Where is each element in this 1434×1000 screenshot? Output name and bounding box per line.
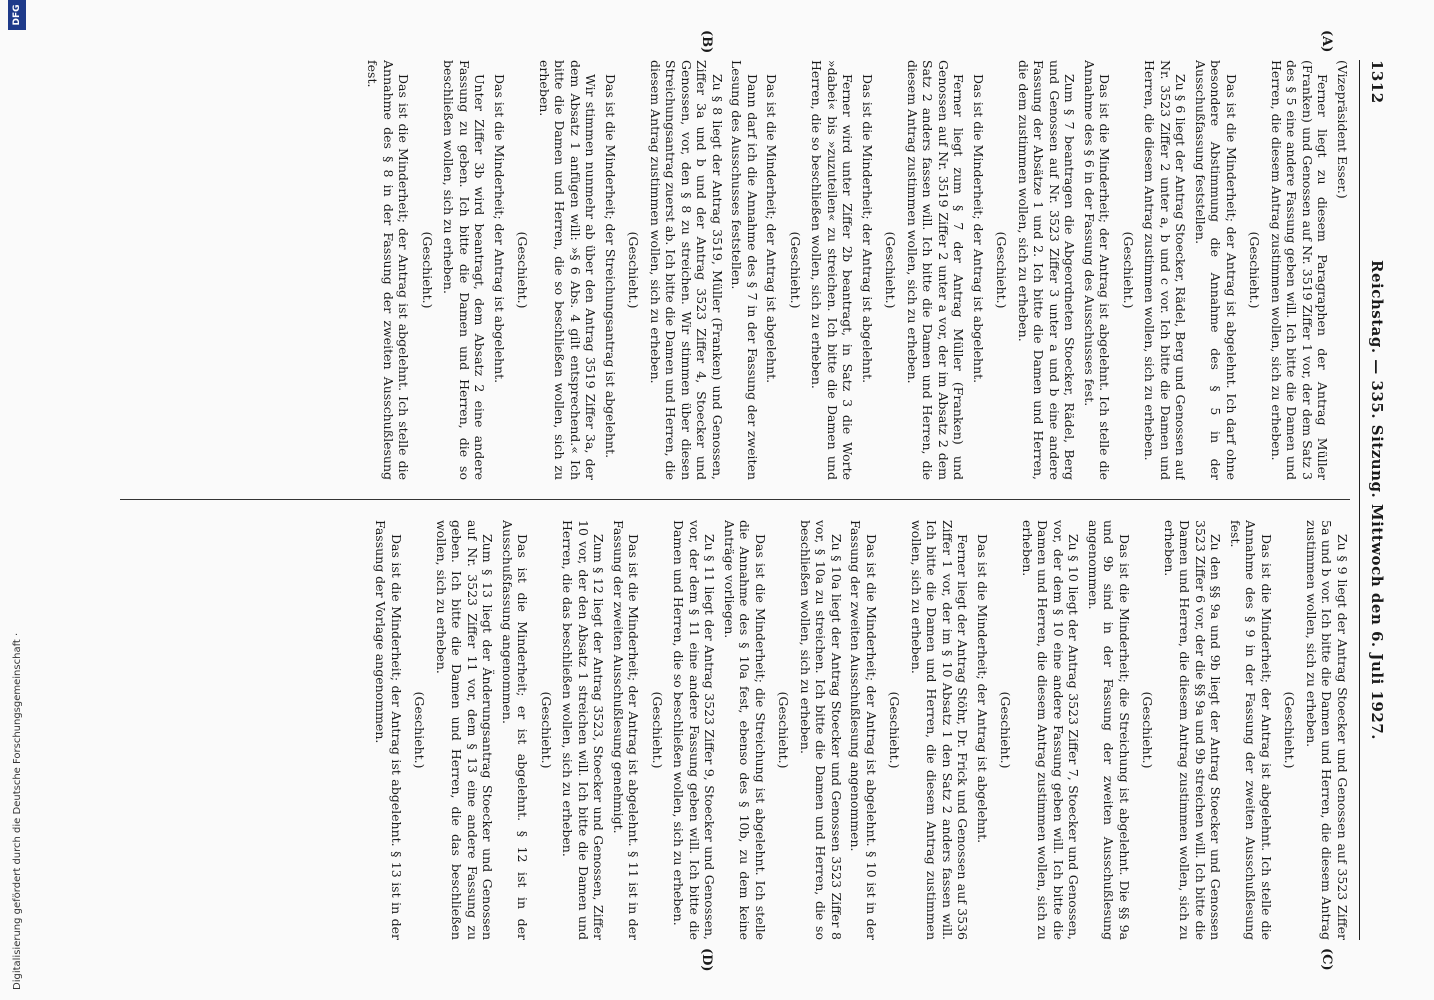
paragraph: Das ist die Minderheit; der Antrag ist abgelehnt. § 13 ist in der Fassung der Vorlage angenommen. xyxy=(373,520,404,940)
right-column xyxy=(120,520,1350,940)
paragraph: Wir stimmen nunmehr ab über den Antrag 3519 Ziffer 3a, der dem Absatz 1 anfügen will: »§ 6 Abs. 4 gilt entsprechend.« Ich bitte die Damen und Herren, die so beschließen wollen, sich zu erheben. xyxy=(537,60,599,480)
margin-mark-d: (D) xyxy=(699,948,714,972)
paragraph: Zu § 8 liegt der Antrag 3519, Müller (Franken) und Genossen, Ziffer 3a und b und der Antrag 3523 Ziffer 4, Stoecker und Genossen, vor, den § 8 zu streichen. Wir stimmen über diesen Streichungsantrag zuerst ab. Ich bitte die Damen und Herren, die diesem Antrag zustimmen wollen, sich zu erheben. xyxy=(648,60,725,480)
stage-direction: (Geschieht.) xyxy=(1140,691,1156,769)
column-divider xyxy=(120,499,1350,500)
paragraph: Zu § 6 liegt der Antrag Stoecker, Rädel, Berg und Genossen auf Nr. 3523 Ziffer 2 unter a, b und c vor. Ich bitte die Damen und Herren, die diesem Antrag zustimmen wollen, sich zu erheben. xyxy=(1142,60,1189,480)
page-number: 1312 xyxy=(1368,60,1386,104)
stage-direction: (Geschieht.) xyxy=(1121,231,1136,309)
paragraph: Das ist die Minderheit; der Antrag ist abgelehnt. Ich stelle die Annahme des § 9 in der Fassung der zweiten Ausschußlesung fest. xyxy=(1228,520,1274,940)
paragraph: Zu § 9 liegt der Antrag Stoecker und Genossen auf 3523 Ziffer 5a und b vor. Ich bitte die Damen und Herren, die diesem Antrag zustimmen wollen, sich zu erheben. xyxy=(1304,520,1350,940)
paragraph: Ferner wird unter Ziffer 2b beantragt, in Satz 3 die Worte »dabei« bis »zuzuteilen« zu streichen. Ich bitte die Damen und Herren, die so beschließen wollen, sich zu erheben. xyxy=(809,60,856,480)
digitization-footer xyxy=(4,0,34,990)
paragraph: Zu § 11 liegt der Antrag 3523 Ziffer 9, Stoecker und Genossen, vor, der dem § 11 eine andere Fassung geben will. Ich bitte die Damen und Herren, die so beschließen wollen, sich zu erheben. xyxy=(671,520,718,940)
paragraph: Zum § 13 liegt der Änderungsantrag Stoecker und Genossen auf Nr. 3523 Ziffer 11 vor, dem § 13 eine andere Fassung zu geben. Ich bitte die Damen und Herren, die das beschließen wollen, sich zu erheben. xyxy=(434,520,496,940)
paragraph: Dann darf ich die Annahme des § 7 in der Fassung der zweiten Lesung des Ausschusses feststellen. xyxy=(729,60,760,480)
stage-direction: (Geschieht.) xyxy=(776,691,792,769)
paragraph: Zu den §§ 9a und 9b liegt der Antrag Stoecker und Genossen 3523 Ziffer 6 vor, der die §§ 9a und 9b streichen will. Ich bitte die Damen und Herren, die diesem Antrag zustimmen wollen, sich zu erheben. xyxy=(1162,520,1224,940)
margin-mark-b: (B) xyxy=(699,30,714,54)
paragraph: Das ist die Minderheit; der Antrag ist abgelehnt. § 10 ist in der Fassung der zweiten Ausschußlesung angenommen. xyxy=(848,520,879,940)
stage-direction: (Geschieht.) xyxy=(788,231,803,309)
paragraph: Das ist die Minderheit; der Antrag ist abgelehnt. Ich stelle die Annahme des § 6 in der Fassung des Ausschusses fest. xyxy=(1082,60,1113,480)
stage-direction: (Geschieht.) xyxy=(883,231,899,309)
paragraph: Das ist die Minderheit; der Antrag ist abgelehnt. xyxy=(971,74,986,384)
stage-direction: (Geschieht.) xyxy=(539,691,554,769)
stage-direction: (Geschieht.) xyxy=(1282,691,1298,769)
paragraph: Das ist die Minderheit; er ist abgelehnt. § 12 ist in der Ausschußfassung angenommen. xyxy=(500,520,531,940)
paragraph: Zu § 10a liegt der Antrag Stoecker und Genossen 3523 Ziffer 8 vor, § 10a zu streichen. Ich bitte die Damen und Herren, die so beschließen wollen, sich zu erheben. xyxy=(798,520,844,940)
paragraph: Das ist die Minderheit; der Antrag ist abgelehnt. xyxy=(492,74,507,384)
margin-mark-c: (C) xyxy=(1319,948,1334,971)
stage-direction: (Geschieht.) xyxy=(887,691,903,769)
stage-direction: (Geschieht.) xyxy=(412,691,428,769)
stage-direction: (Geschieht.) xyxy=(994,231,1010,309)
left-column xyxy=(120,60,1350,480)
paragraph: Zum § 12 liegt der Antrag 3523, Stoecker und Genossen, Ziffer 10 vor, der den Absatz 1 streichen will. Ich bitte die Damen und Herren, die das beschließen wollen, sich zu erheben. xyxy=(560,520,607,940)
stage-direction: (Geschieht.) xyxy=(626,231,642,309)
paragraph: Das ist die Minderheit; der Antrag ist abgelehnt. xyxy=(860,74,875,384)
paragraph: Das ist die Minderheit; die Streichung ist abgelehnt. Die §§ 9a und 9b sind in der Fassung der zweiten Ausschußlesung angenommen. xyxy=(1086,520,1132,940)
paragraph: Das ist die Minderheit; der Antrag ist abgelehnt. Ich darf ohne besondere Abstimmung die Annahme des § 5 in der Ausschußfassung feststellen. xyxy=(1193,60,1239,480)
paragraph: Das ist die Minderheit; die Streichung ist abgelehnt. Ich stelle die Annahme des § 10a fest, ebenso des § 10b, zu dem keine Anträge vorliegen. xyxy=(722,520,768,940)
paragraph: Ferner liegt zum § 7 der Antrag Müller (Franken) und Genossen auf Nr. 3519 Ziffer 2 unter a vor, der im Absatz 2 dem Satz 2 anders fassen will. Ich bitte die Damen und Herren, die diesem Antrag zustimmen wollen, sich zu erheben. xyxy=(905,60,967,480)
paragraph: Unter Ziffer 3b wird beantragt, dem Absatz 2 eine andere Fassung zu geben. Ich bitte die Damen und Herren, die so beschließen wollen, sich zu erheben. xyxy=(441,60,488,480)
paragraph: Das ist die Minderheit; der Antrag ist abgelehnt. xyxy=(764,74,780,384)
stage-direction: (Geschieht.) xyxy=(1247,231,1263,309)
stage-direction: (Geschieht.) xyxy=(650,691,665,769)
paragraph: Ferner liegt zu diesem Paragraphen der Antrag Müller (Franken) und Genossen auf Nr. 3519 Ziffer 1 vor, der dem Satz 3 des § 5 eine andere Fassung geben will. Ich bitte die Damen und Herren, die diesem Antrag zustimmen wollen, sich zu erheben. xyxy=(1269,60,1331,480)
paragraph: Zu § 10 liegt der Antrag 3523 Ziffer 7, Stoecker und Genossen, vor, der dem § 10 eine andere Fassung geben will. Ich bitte die Damen und Herren, die diesem Antrag zustimmen wollen, sich zu erheben. xyxy=(1020,520,1082,940)
digitization-credit: Digitalisierung gefördert durch die Deutsche Forschungsgemeinschaft · xyxy=(12,632,23,990)
stage-direction: (Geschieht.) xyxy=(515,231,531,309)
page-header xyxy=(1364,60,1386,940)
paragraph: Das ist die Minderheit; der Streichungsantrag ist abgelehnt. xyxy=(603,74,618,459)
paragraph: Das ist die Minderheit; der Antrag ist abgelehnt. § 11 ist in der Fassung der zweiten Ausschußlesung genehmigt. xyxy=(611,520,642,940)
paragraph: Das ist die Minderheit; der Antrag ist abgelehnt. Ich stelle die Annahme des § 8 in der Fassung der zweiten Ausschußlesung fest. xyxy=(365,60,412,480)
paragraph: Zum § 7 beantragen die Abgeordneten Stoecker, Rädel, Berg und Genossen auf Nr. 3523 Ziffer 3 unter a und b eine andere Fassung der Absätze 1 und 2. Ich bitte die Damen und Herren, die dem zustimmen wollen, sich zu erheben. xyxy=(1016,60,1078,480)
paragraph: Das ist die Minderheit; der Antrag ist abgelehnt. xyxy=(975,534,990,844)
paragraph: Ferner liegt der Antrag Stöhr, Dr. Frick und Genossen auf 3536 Ziffer 1 vor, der im § 10 Absatz 1 den Satz 2 anders fassen will. Ich bitte die Damen und Herren, die diesem Antrag zustimmen wollen, sich zu erheben. xyxy=(909,520,971,940)
page-title: Reichstag. — 335. Sitzung. Mittwoch den 6. Juli 1927. xyxy=(1368,260,1386,740)
stage-direction: (Geschieht.) xyxy=(420,231,435,309)
header-rule xyxy=(1359,60,1360,940)
stage-direction: (Geschieht.) xyxy=(998,691,1014,769)
dfg-logo: DFG xyxy=(8,0,26,30)
speaker-label: (Vizepräsident Esser.) xyxy=(1335,60,1350,199)
margin-mark-a: (A) xyxy=(1319,30,1334,53)
